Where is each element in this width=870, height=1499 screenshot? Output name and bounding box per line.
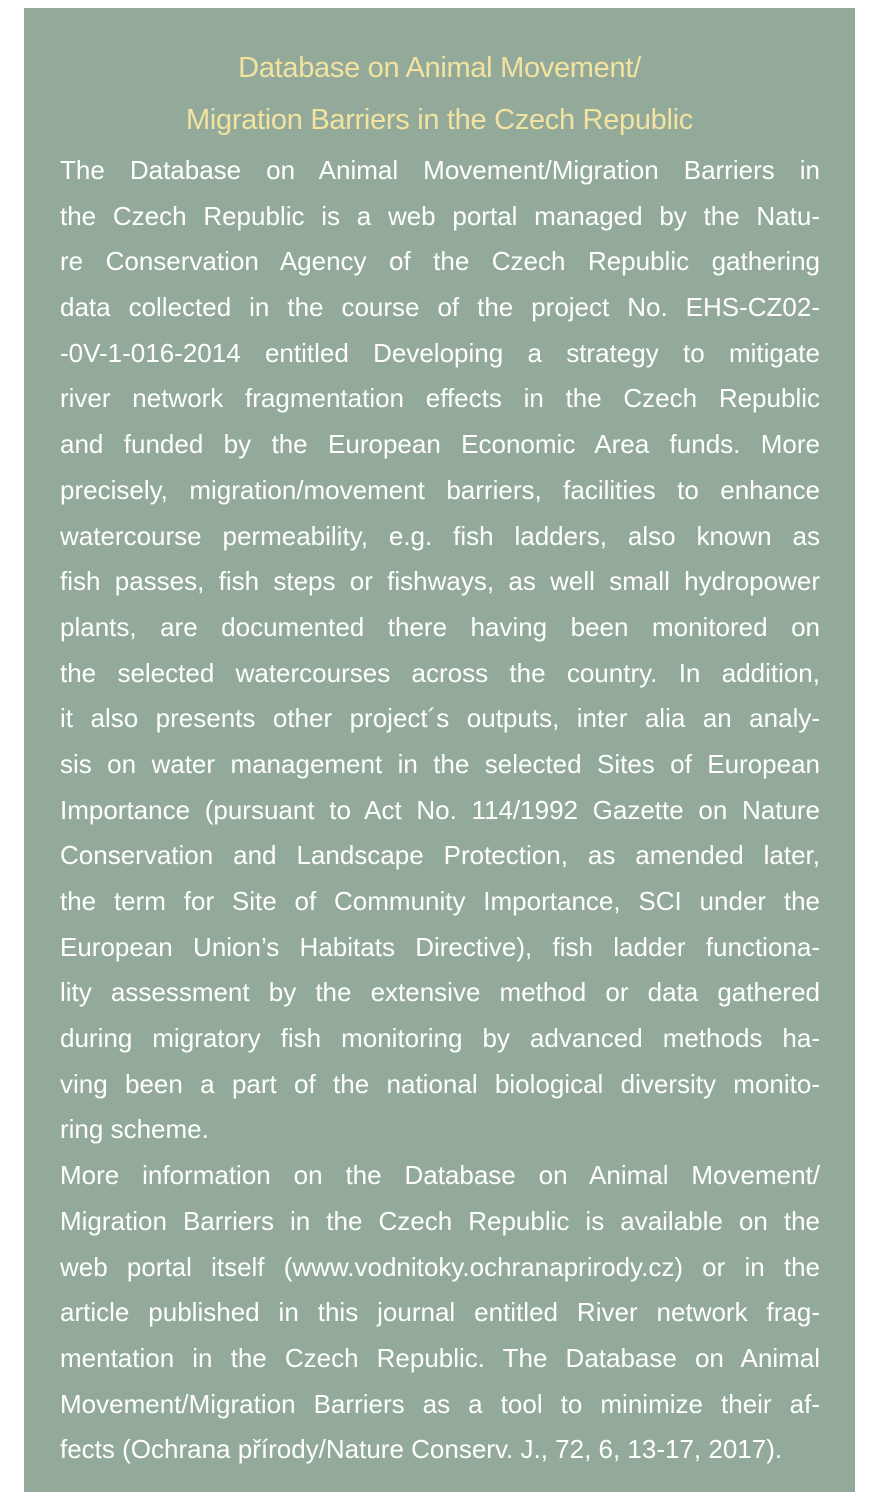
text-line: data collected in the course of the project No. EHS-CZ02-: [60, 292, 820, 323]
text-line: Migration Barriers in the Czech Republic is available on the: [60, 1205, 820, 1236]
text-line: More information on the Database on Animal Movement/: [60, 1160, 820, 1191]
text-line: mentation in the Czech Republic. The Database on Animal: [60, 1342, 820, 1373]
text-line: precisely, migration/movement barriers, facilities to enhance: [60, 474, 820, 505]
text-line: sis on water management in the selected Sites of European: [60, 748, 820, 779]
text-line: article published in this journal entitled River network frag-: [60, 1297, 820, 1328]
text-line: Conservation and Landscape Protection, as amended later,: [60, 840, 820, 871]
box-title: [24, 42, 855, 146]
text-line: fish passes, fish steps or fishways, as well small hydropower: [60, 566, 820, 597]
text-line: fects (Ochrana přírody/Nature Conserv. J., 72, 6, 13-17, 2017).: [60, 1434, 783, 1465]
text-line: it also presents other project´s outputs, inter alia an analy-: [60, 703, 820, 734]
text-line: lity assessment by the extensive method or data gathered: [60, 977, 820, 1008]
text-line: the Czech Republic is a web portal managed by the Natu-: [60, 200, 820, 231]
text-line: watercourse permeability, e.g. fish ladders, also known as: [60, 520, 820, 551]
text-line: re Conservation Agency of the Czech Republic gathering: [60, 246, 820, 277]
text-line: ring scheme.: [60, 1114, 209, 1145]
text-line: the term for Site of Community Importance, SCI under the: [60, 886, 820, 916]
paragraph-1: [60, 148, 820, 1153]
text-line: Movement/Migration Barriers as a tool to minimize their af-: [60, 1388, 820, 1419]
text-line: plants, are documented there having been monitored on: [60, 611, 820, 642]
info-box: [24, 8, 855, 1492]
text-line: and funded by the European Economic Area funds. More: [60, 429, 820, 460]
text-line: the selected watercourses across the country. In addition,: [60, 657, 820, 688]
title-line-1: Database on Animal Movement/: [238, 52, 641, 84]
text-line: The Database on Animal Movement/Migration Barriers in: [60, 155, 820, 185]
paragraph-2: [60, 1153, 820, 1473]
text-line: ving been a part of the national biological diversity monito-: [60, 1068, 820, 1099]
text-line: river network fragmentation effects in the Czech Republic: [60, 383, 820, 414]
title-line-2: Migration Barriers in the Czech Republic: [186, 104, 693, 136]
text-line: -0V-1-016-2014 entitled Developing a strategy to mitigate: [60, 337, 820, 368]
text-line: web portal itself (www.vodnitoky.ochranaprirody.cz) or in the: [60, 1251, 820, 1282]
text-line: during migratory fish monitoring by advanced methods ha-: [60, 1023, 820, 1054]
text-line: Importance (pursuant to Act No. 114/1992 Gazette on Nature: [60, 794, 820, 825]
text-line: European Union’s Habitats Directive), fish ladder functiona-: [60, 931, 820, 962]
box-body: [60, 148, 820, 1473]
